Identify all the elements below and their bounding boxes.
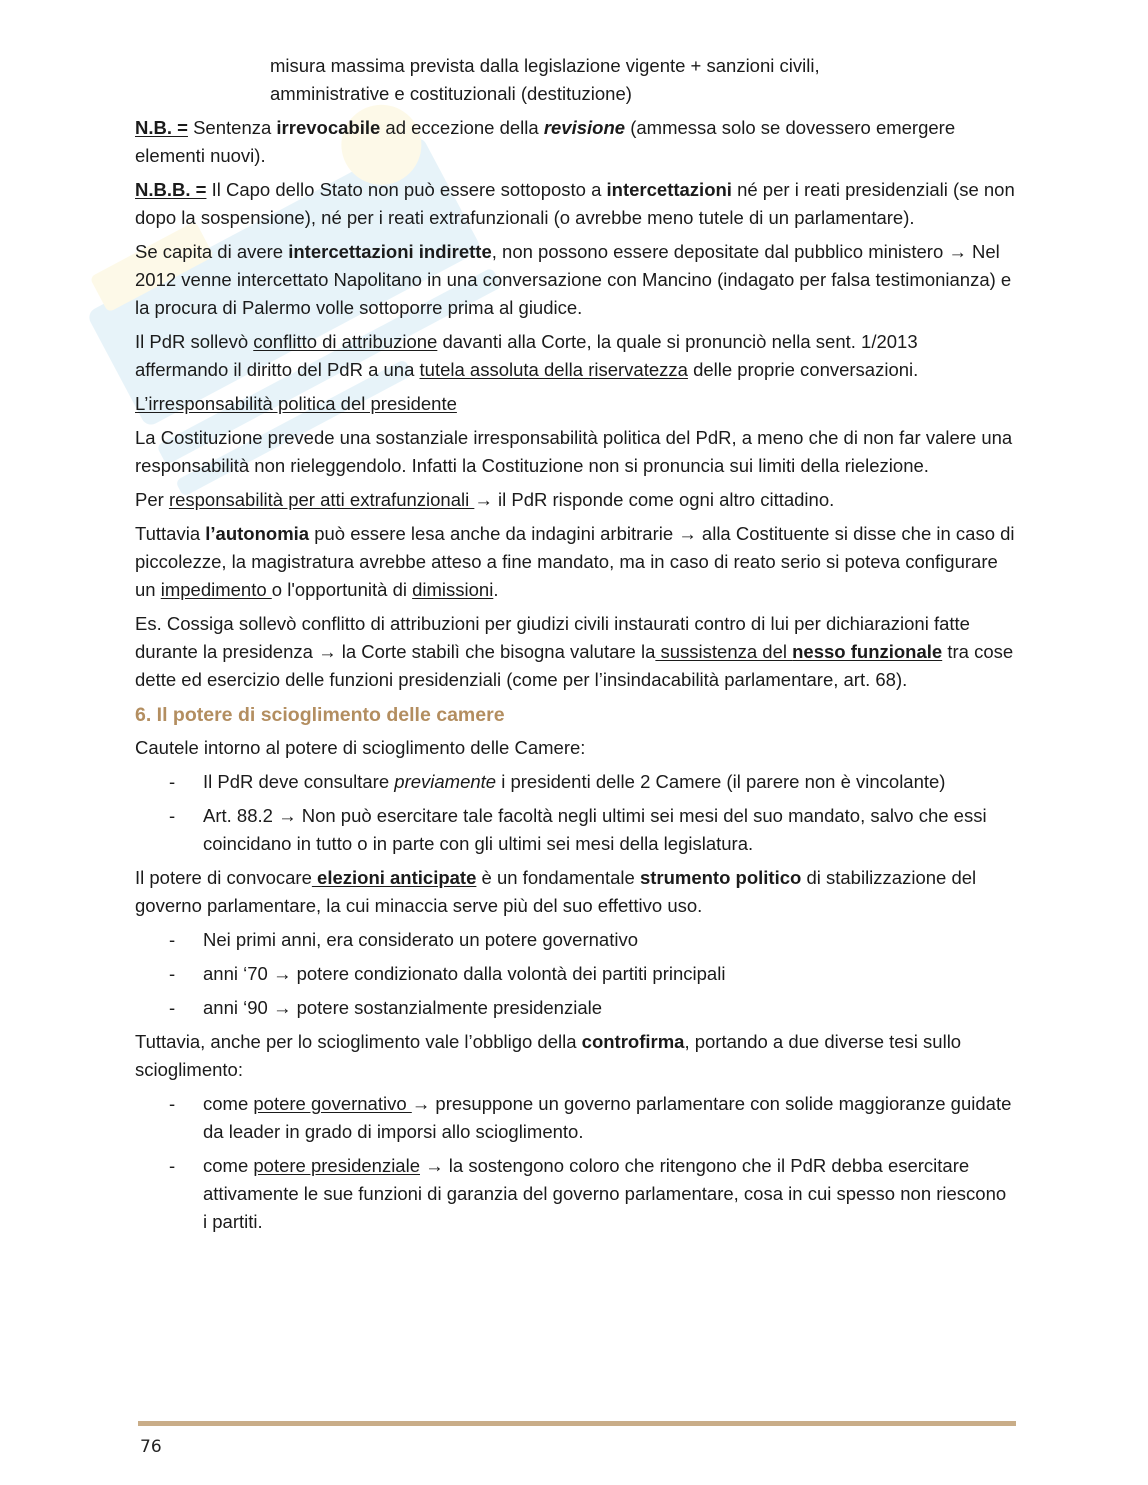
list-item: - anni ‘70 → potere condizionato dalla volontà dei partiti principali <box>169 963 726 984</box>
list-item: - come potere presidenziale → la sostengono coloro che ritengono che il PdR debba esercitare attivamente le sue funzioni di garanzia del governo parlamentare, cosa in cui spesso non riescono i partiti. <box>169 1155 1007 1232</box>
document-body <box>135 52 1015 1242</box>
tesi-list <box>135 1090 1015 1236</box>
list-item: - come potere governativo → presuppone un governo parlamentare con solide maggioranze guidate da leader in grado di imporsi allo scioglimento. <box>169 1093 1012 1142</box>
nbb-paragraph: N.B.B. = Il Capo dello Stato non può essere sottoposto a intercettazioni né per i reati presidenziali (se non dopo la sospensione), né per i reati extrafunzionali (o avrebbe meno tutele di un parlamentare). <box>135 179 1015 228</box>
nb-paragraph: N.B. = Sentenza irrevocabile ad eccezione della revisione (ammessa solo se dovessero emergere elementi nuovi). <box>135 117 956 166</box>
list-item: - Art. 88.2 → Non può esercitare tale facoltà negli ultimi sei mesi del suo mandato, salvo che essi coincidano in tutto o in parte con gli ultimi sei mesi della legislatura. <box>169 805 987 854</box>
irresponsabilita-heading: L’irresponsabilità politica del presidente <box>135 393 457 414</box>
section-heading: 6. Il potere di scioglimento delle camere <box>135 704 505 726</box>
footer-rule <box>138 1421 1016 1426</box>
periodi-list <box>135 926 1015 1022</box>
autonomia-paragraph: Tuttavia l’autonomia può essere lesa anche da indagini arbitrarie → alla Costituente si disse che in caso di piccolezze, la magistratura avrebbe atteso a fine mandato, ma in caso di reato serio si poteva configurare un impedimento o l'opportunità di dimissioni. <box>135 523 1015 600</box>
conflitto-paragraph: Il PdR sollevò conflitto di attribuzione davanti alla Corte, la quale si pronunciò nella sent. 1/2013 affermando il diritto del PdR a una tutela assoluta della riservatezza delle proprie conversazioni. <box>135 331 919 380</box>
page-number: 76 <box>140 1437 162 1457</box>
list-item: - Il PdR deve consultare previamente i presidenti delle 2 Camere (il parere non è vincolante) <box>169 771 946 792</box>
elezioni-paragraph: Il potere di convocare elezioni anticipate è un fondamentale strumento politico di stabilizzazione del governo parlamentare, la cui minaccia serve più del suo effettivo uso. <box>135 867 977 916</box>
irresponsabilita-paragraph: La Costituzione prevede una sostanziale irresponsabilità politica del PdR, a meno che di non far valere una responsabilità non rieleggendolo. Infatti la Costituzione non si pronuncia sui limiti della rielezione. <box>135 427 1013 476</box>
cautele-list <box>135 768 1015 858</box>
cautele-intro: Cautele intorno al potere di scioglimento delle Camere: <box>135 737 586 758</box>
list-item: - anni ‘90 → potere sostanzialmente presidenziale <box>169 997 603 1018</box>
cossiga-paragraph: Es. Cossiga sollevò conflitto di attribuzioni per giudizi civili instaurati contro di lui per dichiarazioni fatte durante la presidenza → la Corte stabilì che bisogna valutare la sussistenza del nesso funzionale tra cose dette ed esercizio delle funzioni presidenziali (come per l’insindacabilità parlamentare, art. 68). <box>135 613 1014 690</box>
controfirma-paragraph: Tuttavia, anche per lo scioglimento vale l’obbligo della controfirma, portando a due diverse tesi sullo scioglimento: <box>135 1031 962 1080</box>
intro-continuation: misura massima prevista dalla legislazione vigente + sanzioni civili, amministrative e costituzionali (destituzione) <box>270 55 820 104</box>
indirette-paragraph: Se capita di avere intercettazioni indirette, non possono essere depositate dal pubblico ministero → Nel 2012 venne intercettato Napolitano in una conversazione con Mancino (indagato per falsa testimonianza) e la procura di Palermo volle sottoporre prima al giudice. <box>135 241 1012 318</box>
list-item: - Nei primi anni, era considerato un potere governativo <box>169 929 638 950</box>
extrafunzionali-paragraph: Per responsabilità per atti extrafunzionali → il PdR risponde come ogni altro cittadino. <box>135 489 835 510</box>
